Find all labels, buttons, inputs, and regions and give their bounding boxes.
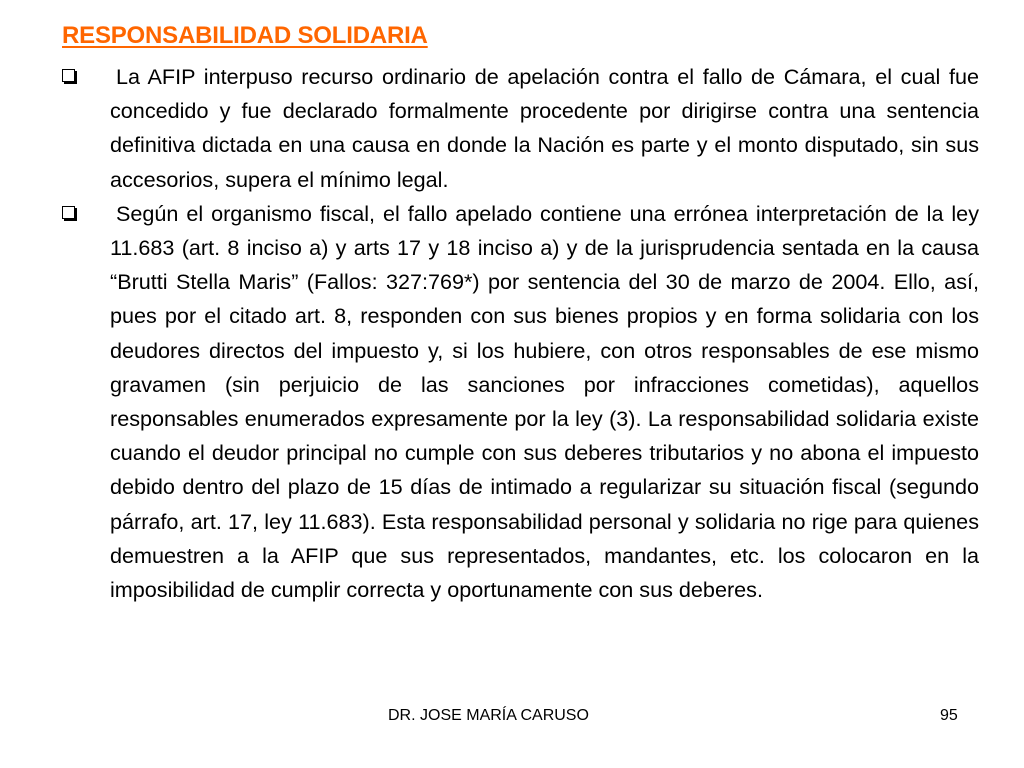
bullet-list (62, 60, 979, 607)
page-number: 95 (940, 707, 958, 724)
checkbox-bullet-icon (62, 206, 75, 219)
bullet-item (62, 197, 979, 607)
footer-author: DR. JOSE MARÍA CARUSO (388, 707, 589, 724)
bullet-item (62, 60, 979, 197)
slide-title: RESPONSABILIDAD SOLIDARIA (62, 22, 428, 49)
bullet-text: Según el organismo fiscal, el fallo apelado contiene una errónea interpretación de la ley 11.683 (art. 8 inciso a) y arts 17 y 18 inciso a) y de la jurisprudencia sentada en la causa “Brutti Stella Maris” (Fallos: 327:769*) por sentencia del 30 de marzo de 2004. Ello, así, pues por el citado art. 8, responden con sus bienes propios y en forma solidaria con los deudores directos del impuesto y, si los hubiere, con otros responsables de ese mismo gravamen (sin perjuicio de las sanciones por infracciones cometidas), aquellos responsables enumerados expresamente por la ley (3). La responsabilidad solidaria existe cuando el deudor principal no cumple con sus deberes tributarios y no abona el impuesto debido dentro del plazo de 15 días de intimado a regularizar su situación fiscal (segundo párrafo, art. 17, ley 11.683). Esta responsabilidad personal y solidaria no rige para quienes demuestren a la AFIP que sus representados, mandantes, etc. los colocaron en la imposibilidad de cumplir correcta y oportunamente con sus deberes. (110, 200, 979, 603)
checkbox-bullet-icon (62, 69, 75, 82)
bullet-text: La AFIP interpuso recurso ordinario de apelación contra el fallo de Cámara, el cual fue concedido y fue declarado formalmente procedente por dirigirse contra una sentencia definitiva dictada en una causa en donde la Nación es parte y el monto disputado, sin sus accesorios, supera el mínimo legal. (110, 64, 979, 192)
